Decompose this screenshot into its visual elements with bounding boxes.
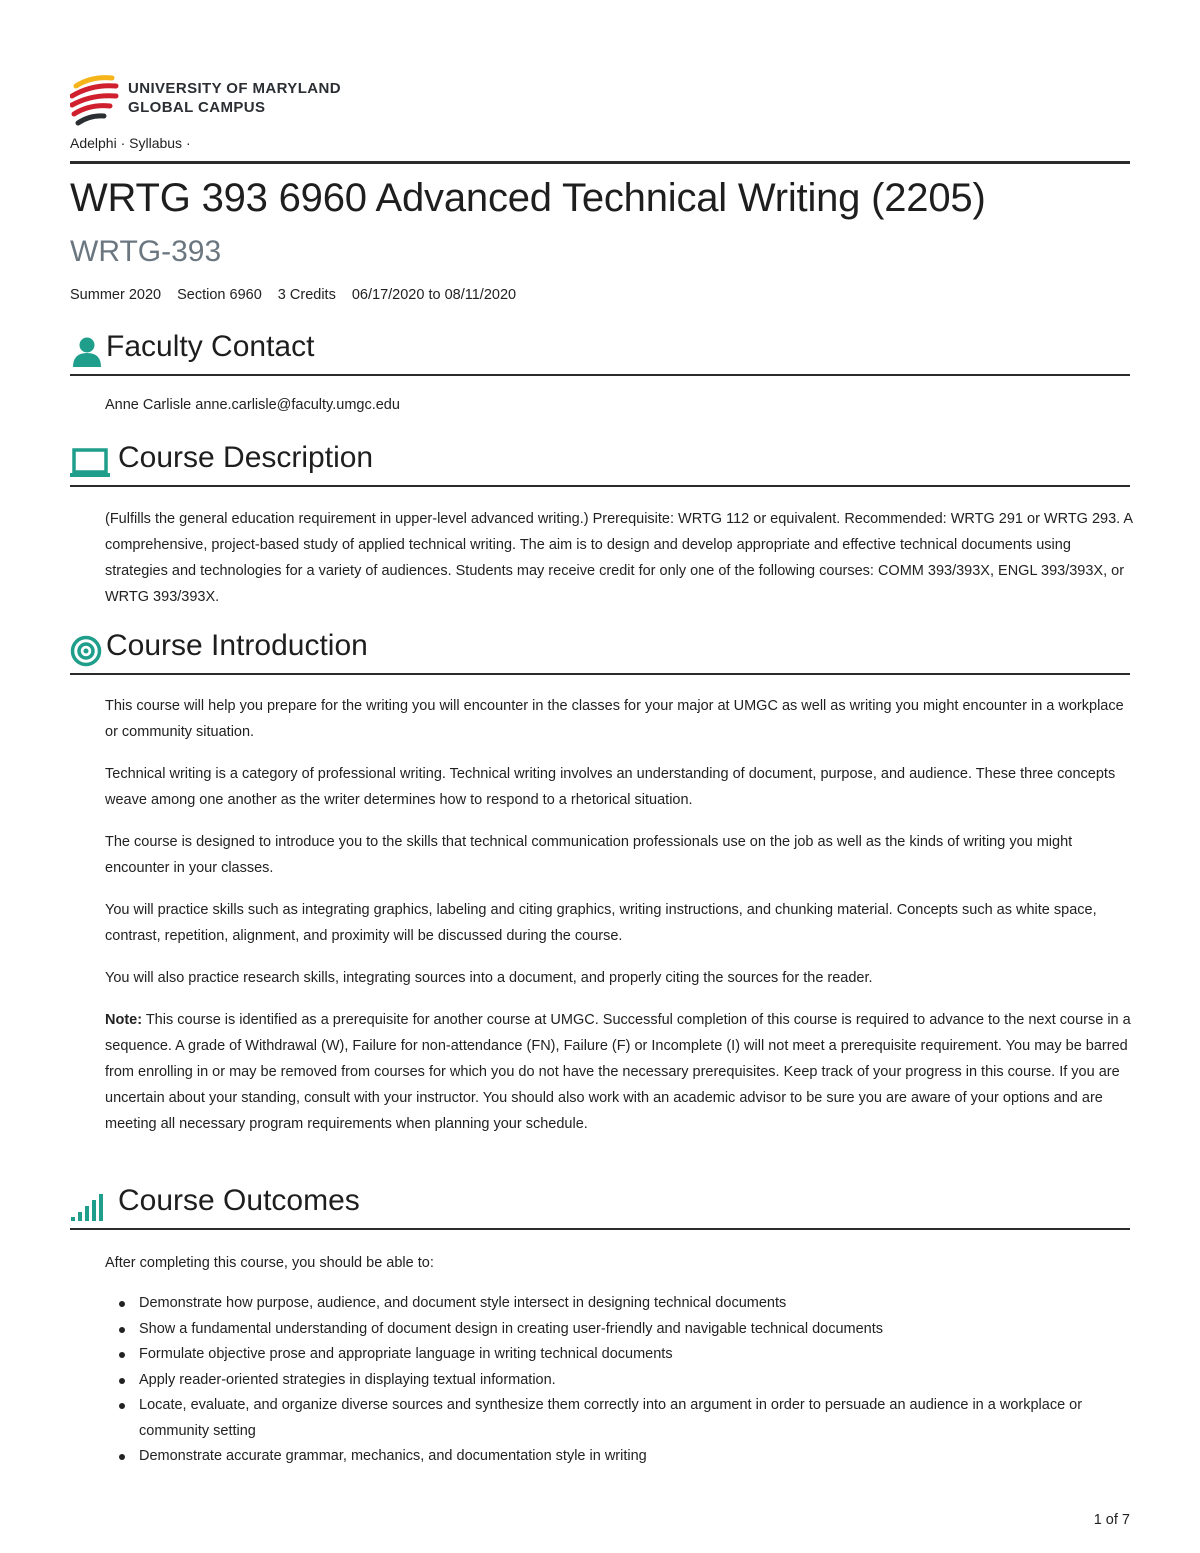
outcomes-text bbox=[105, 1250, 1135, 1470]
intro-note bbox=[105, 1007, 1135, 1137]
description-paragraph: (Fulfills the general education requirement in upper-level advanced writing.) Prerequisite: WRTG 112 or equivalent. Recommended: WRTG 291 or WRTG 293. A comprehensive, project-based study of applied technical writing. The aim is to design and develop appropriate and effective technical documents using strategies and technologies for a variety of audiences. Students may receive credit for only one of the following courses: COMM 393/393X, ENGL 393/393X, or WRTG 393/393X. bbox=[105, 511, 1133, 605]
note-text: This course is identified as a prerequisite for another course at UMGC. Successful completion of this course is required to advance to the next course in a sequence. A grade of Withdrawal (W), Failure for non-attendance (FN), Failure (F) or Incomplete (I) will not meet a prerequisite requirement. You may be barred from enrolling in or may be removed from courses for which you do not have the necessary prerequisites. Keep track of your progress in this course. If you are uncertain about your standing, consult with your instructor. You should also work with an academic advisor to be sure you are aware of your options and are meeting all necessary program requirements when planning your schedule. bbox=[105, 1012, 1131, 1132]
introduction-heading: Course Introduction bbox=[106, 629, 368, 662]
faculty-heading: Faculty Contact bbox=[106, 330, 315, 363]
person-icon bbox=[70, 336, 104, 368]
page-number: 1 of 7 bbox=[1093, 1512, 1130, 1528]
intro-paragraph-3: The course is designed to introduce you to the skills that technical communication professionals use on the job as well as the kinds of writing you might encounter in your classes. bbox=[105, 834, 1073, 876]
outcome-item: Show a fundamental understanding of document design in creating user-friendly and navigable technical documents bbox=[105, 1317, 1135, 1343]
target-icon bbox=[70, 635, 104, 667]
course-term: Summer 2020 bbox=[70, 287, 162, 303]
outcomes-list bbox=[105, 1291, 1135, 1470]
description-text bbox=[105, 506, 1135, 610]
outcome-item: Formulate objective prose and appropriate language in writing technical documents bbox=[105, 1342, 1135, 1368]
outcomes-heading: Course Outcomes bbox=[118, 1184, 360, 1217]
faculty-contact-text: Anne Carlisle anne.carlisle@faculty.umgc.edu bbox=[105, 397, 400, 413]
intro-paragraph-2: Technical writing is a category of professional writing. Technical writing involves an understanding of document, purpose, and audience. These three concepts weave among one another as the writer determines how to respond to a rhetorical situation. bbox=[105, 766, 1116, 808]
bar-signal-icon bbox=[70, 1190, 110, 1222]
outcome-item: Apply reader-oriented strategies in displaying textual information. bbox=[105, 1368, 1135, 1394]
umgc-logo-mark-icon bbox=[70, 72, 124, 128]
laptop-icon bbox=[70, 447, 110, 479]
description-section-header bbox=[70, 441, 1130, 487]
intro-paragraph-5: You will also practice research skills, integrating sources into a document, and properly citing the sources for the reader. bbox=[105, 970, 873, 986]
page-title: WRTG 393 6960 Advanced Technical Writing (2205) bbox=[70, 176, 986, 220]
umgc-logo bbox=[70, 72, 370, 128]
course-section: Section 6960 bbox=[177, 287, 262, 303]
course-code: WRTG-393 bbox=[70, 235, 222, 268]
logo-line-1: UNIVERSITY OF MARYLAND bbox=[128, 80, 341, 97]
outcomes-intro: After completing this course, you should be able to: bbox=[105, 1255, 434, 1271]
faculty-section-header bbox=[70, 330, 1130, 376]
description-heading: Course Description bbox=[118, 441, 374, 474]
course-dates: 06/17/2020 to 08/11/2020 bbox=[351, 287, 517, 303]
breadcrumb: Adelphi · Syllabus · bbox=[70, 135, 191, 151]
course-credits: 3 Credits bbox=[277, 287, 336, 303]
outcome-item: Locate, evaluate, and organize diverse sources and synthesize them correctly into an argument in order to persuade an audience in a workplace or community setting bbox=[105, 1393, 1135, 1444]
introduction-text bbox=[105, 693, 1135, 1153]
outcome-item: Demonstrate how purpose, audience, and document style intersect in designing technical documents bbox=[105, 1291, 1135, 1317]
intro-paragraph-4: You will practice skills such as integrating graphics, labeling and citing graphics, writing instructions, and chunking material. Concepts such as white space, contrast, repetition, alignment, and proximity will be discussed during the course. bbox=[105, 902, 1097, 944]
outcomes-section-header bbox=[70, 1184, 1130, 1230]
introduction-section-header bbox=[70, 629, 1130, 675]
intro-paragraph-1: This course will help you prepare for the writing you will encounter in the classes for your major at UMGC as well as writing you might encounter in a workplace or community situation. bbox=[105, 698, 1124, 740]
logo-line-2: GLOBAL CAMPUS bbox=[128, 99, 266, 116]
course-meta bbox=[70, 287, 528, 303]
header-divider bbox=[70, 161, 1130, 164]
outcome-item: Demonstrate accurate grammar, mechanics, and documentation style in writing bbox=[105, 1444, 1135, 1470]
note-label: Note: bbox=[105, 1012, 143, 1028]
